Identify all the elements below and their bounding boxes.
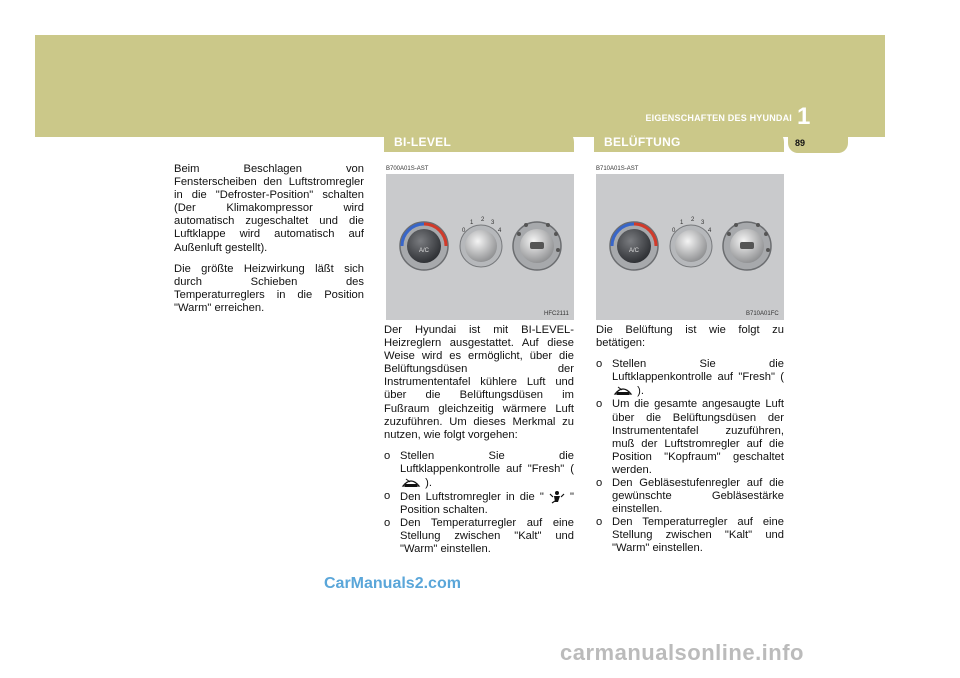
- svg-text:1: 1: [680, 220, 684, 226]
- tab-belueftung-label: BELÜFTUNG: [604, 135, 681, 149]
- ventilation-panel-illustration: [596, 174, 784, 320]
- bilevel-figure: [386, 174, 574, 320]
- bilevel-intro: Der Hyundai ist mit BI-LEVEL-Heizreglern ausgestattet. Auf diese Weise wird es ermöglicht, über die Belüftungsdüsen der Instrumententafel kühlere Luft und über die Belüftungsdüsen im Fußraum gleichzeitig wärmere Luft zuzuführen. Um dieses Merkmal zu nutzen, wie folgt vorgehen:: [384, 324, 574, 441]
- ac-label: A/C: [419, 248, 430, 254]
- bilevel-item-2: o Den Luftstromregler in die " " Position schalten.: [384, 490, 574, 517]
- tab-belueftung: [594, 130, 784, 152]
- svg-text:A/C: A/C: [629, 248, 640, 254]
- svg-text:4: 4: [708, 228, 712, 234]
- bilevel-code: B700A01S-AST: [386, 166, 429, 172]
- bilevel-figure-code: HFC2111: [544, 311, 569, 317]
- left-paragraph-1: Beim Beschlagen von Fensterscheiben den Luftstromregler in die "Defroster-Position" schalten (Der Klimakompressor wird automatisch zugeschaltet und die Luftklappe wird automatisch auf Außenluft gestellt).: [174, 163, 364, 254]
- left-column: [174, 163, 364, 323]
- tab-bi-level-label: BI-LEVEL: [394, 135, 452, 149]
- svg-text:3: 3: [491, 220, 495, 226]
- svg-text:3: 3: [701, 220, 705, 226]
- chapter-number: 1: [797, 103, 811, 130]
- bilevel-item-1: o Stellen Sie die Luftklappenkontrolle auf "Fresh" ( ).: [384, 449, 574, 489]
- svg-text:4: 4: [498, 228, 502, 234]
- page-number: 89: [795, 138, 806, 148]
- climate-control-panel-illustration: [386, 174, 574, 320]
- footer-watermark: carmanualsonline.info: [560, 640, 804, 665]
- svg-text:2: 2: [481, 217, 485, 223]
- fresh-air-icon: [400, 476, 422, 490]
- belueftung-text: [596, 324, 784, 556]
- belueftung-figure-code: B710A01FC: [746, 311, 779, 317]
- belueftung-item-2: o Um die gesamte angesaugte Luft über die Belüftungsdüsen der Instrumententafel zuzuführen, muß der Luftstromregler auf die Position "Kopfraum" geschaltet werden.: [596, 398, 784, 476]
- belueftung-item-1: o Stellen Sie die Luftklappenkontrolle auf "Fresh" ( ).: [596, 358, 784, 398]
- svg-text:0: 0: [462, 228, 466, 234]
- belueftung-item-3: o Den Gebläsestufenregler auf die gewünschte Gebläsestärke einstellen.: [596, 476, 784, 516]
- svg-text:1: 1: [470, 220, 474, 226]
- svg-text:2: 2: [691, 217, 695, 223]
- left-paragraph-2: Die größte Heizwirkung läßt sich durch Schieben des Temperaturreglers in die Position "Warm" erreichen.: [174, 262, 364, 314]
- chapter-title: EIGENSCHAFTEN DES HYUNDAI: [645, 113, 792, 123]
- tab-bi-level: [384, 130, 574, 152]
- belueftung-intro: Die Belüftung ist wie folgt zu betätigen:: [596, 324, 784, 350]
- bilevel-text: [384, 324, 574, 557]
- belueftung-figure: [596, 174, 784, 320]
- belueftung-code: B710A01S-AST: [596, 166, 639, 172]
- site-watermark-link[interactable]: CarManuals2.com: [324, 575, 461, 592]
- belueftung-item-4: o Den Temperaturregler auf eine Stellung zwischen "Kalt" und "Warm" einstellen.: [596, 516, 784, 555]
- bi-level-mode-icon: [549, 490, 565, 504]
- fresh-air-icon: [612, 384, 634, 398]
- svg-text:0: 0: [672, 228, 676, 234]
- bilevel-item-3: o Den Temperaturregler auf eine Stellung zwischen "Kalt" und "Warm" einstellen.: [384, 517, 574, 556]
